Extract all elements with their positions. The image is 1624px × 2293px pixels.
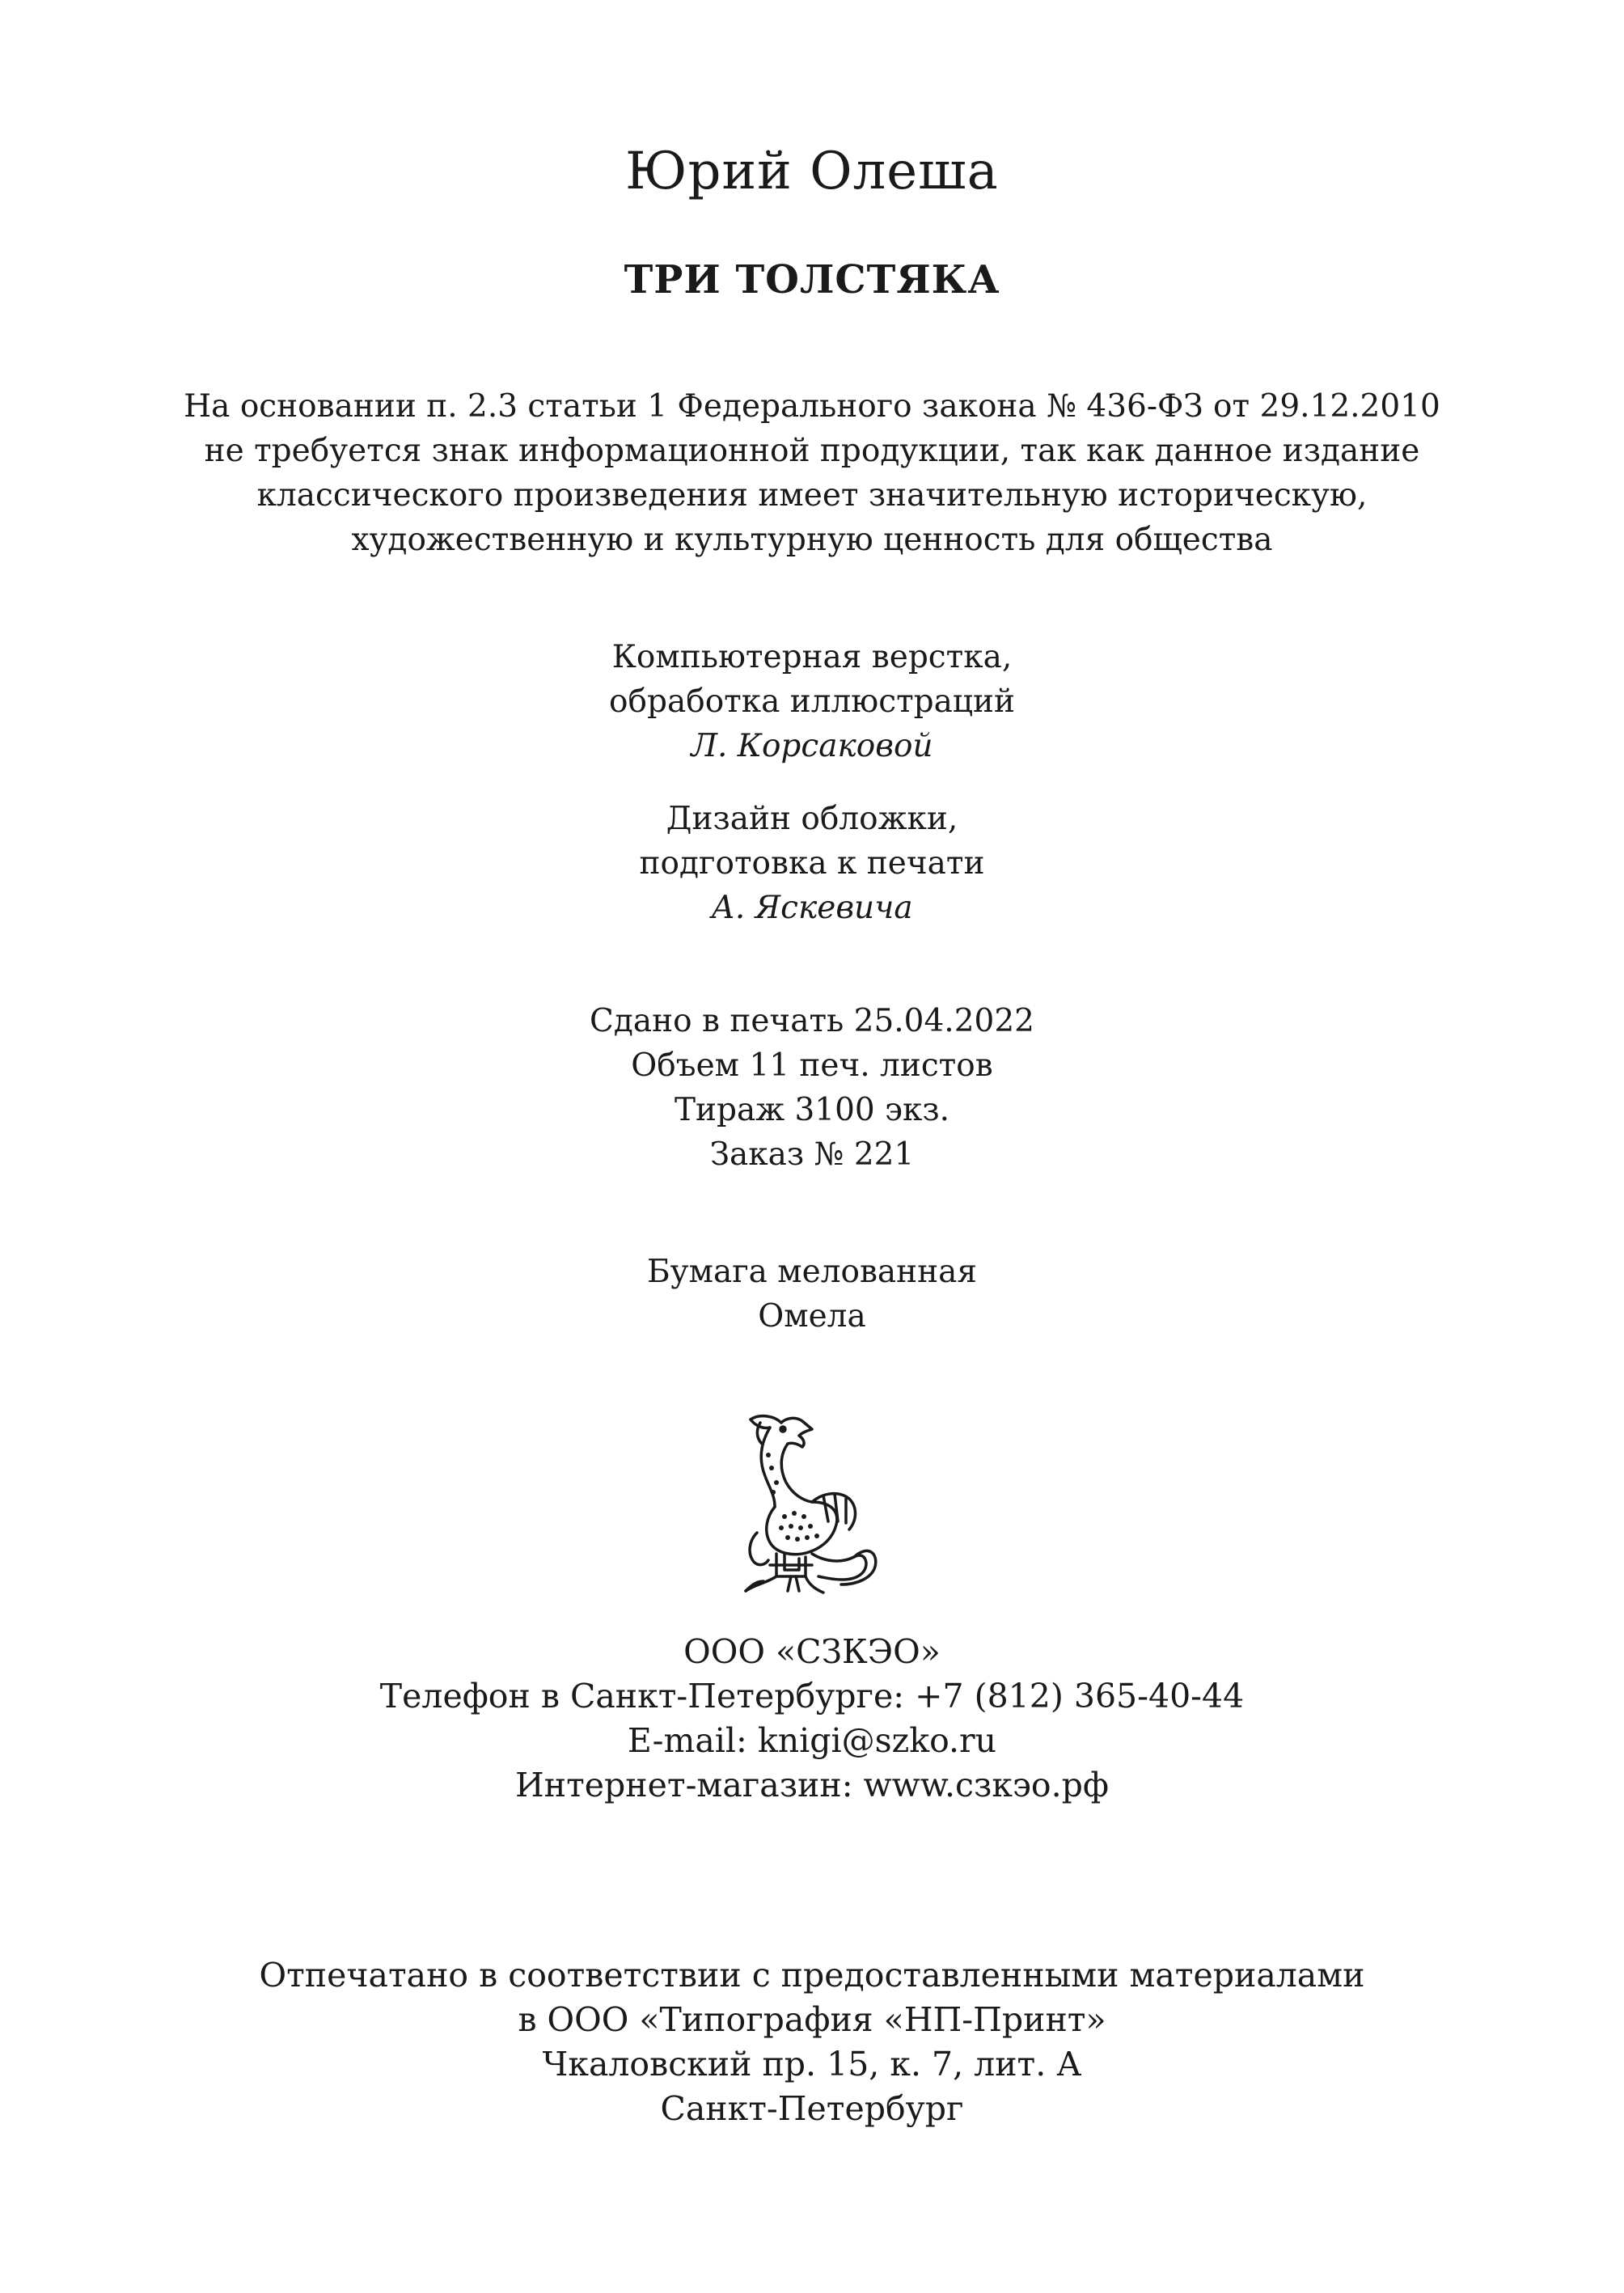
publisher-website: Интернет-магазин: www.сзкэо.рф xyxy=(515,1766,1109,1804)
legal-notice-line: На основании п. 2.3 статьи 1 Федерального закона № 436-ФЗ от 29.12.2010 xyxy=(184,388,1440,425)
print-detail-line: Объем 11 печ. листов xyxy=(631,1047,993,1084)
print-detail-line: Тираж 3100 экз. xyxy=(674,1092,950,1128)
legal-notice-line: не требуется знак информационной продукции, так как данное издание xyxy=(204,433,1420,469)
credits-cover xyxy=(0,797,1624,930)
print-detail-line: Сдано в печать 25.04.2022 xyxy=(590,1003,1034,1039)
paper-info-line: Омела xyxy=(758,1298,866,1335)
paper-info-line: Бумага мелованная xyxy=(647,1254,977,1290)
credit-person: Л. Корсаковой xyxy=(691,728,933,764)
credit-role-line: обработка иллюстраций xyxy=(609,683,1015,720)
publisher-name: ООО «СЗКЭО» xyxy=(683,1632,941,1671)
publisher-email: E-mail: knigi@szko.ru xyxy=(627,1721,997,1760)
legal-notice-line: классического произведения имеет значительную историческую, xyxy=(256,477,1368,514)
credit-role-line: Компьютерная верстка, xyxy=(611,639,1013,675)
griffin-emblem-icon xyxy=(728,1411,898,1597)
printed-by-line: в ООО «Типография «НП-Принт» xyxy=(518,2000,1106,2039)
publisher-phone: Телефон в Санкт-Петербурге: +7 (812) 365-40-44 xyxy=(379,1677,1245,1716)
legal-notice xyxy=(0,384,1624,562)
printed-by xyxy=(0,1953,1624,2131)
print-detail-line: Заказ № 221 xyxy=(709,1136,915,1173)
paper-info xyxy=(0,1250,1624,1339)
book-title-text: ТРИ ТОЛСТЯКА xyxy=(624,257,1000,302)
credits-layout xyxy=(0,635,1624,768)
publisher-info xyxy=(0,1630,1624,1808)
legal-notice-line: художественную и культурную ценность для общества xyxy=(351,522,1273,558)
author-name xyxy=(0,139,1624,204)
book-title xyxy=(0,256,1624,304)
credit-person: А. Яскевича xyxy=(711,890,913,926)
credit-role-line: Дизайн обложки, xyxy=(666,801,958,837)
printed-by-line: Чкаловский пр. 15, к. 7, лит. А xyxy=(542,2045,1082,2084)
print-details xyxy=(0,999,1624,1177)
printed-by-line: Санкт-Петербург xyxy=(660,2089,964,2128)
credit-role-line: подготовка к печати xyxy=(639,845,985,882)
printed-by-line: Отпечатано в соответствии с предоставленными материалами xyxy=(259,1956,1365,1995)
author-name-text: Юрий Олеша xyxy=(625,142,999,201)
